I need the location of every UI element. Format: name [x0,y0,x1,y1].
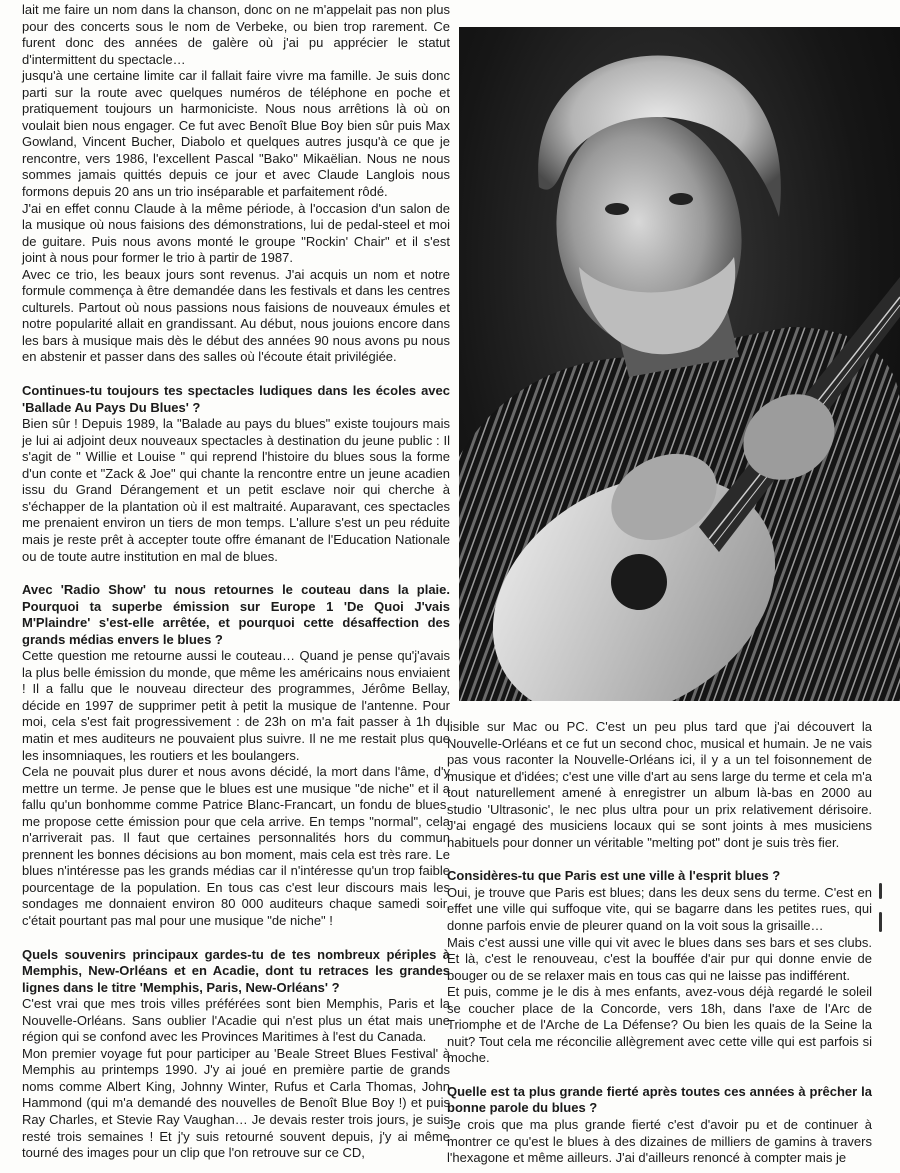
scan-mark [879,883,882,899]
scan-mark [879,912,882,932]
paragraph: Bien sûr ! Depuis 1989, la "Balade au pays du blues" existe toujours mais je lui ai adjoint deux nouveaux spectacles à destination du jeune public : Il s'agit de " Willie et Louise " qui reprend l'histoire du blues sous la forme d'un conte et "Zack & Joe" qui chante la rencontre entre un jeune acadien issu du Grand Dérangement et un petit esclave noir qui cherche à s'échapper de la plantation où il est maltraité. Auparavant, ces spectacles me prenaient environ un tiers de mon temps. L'allure s'est un peu réduite mais je reste prêt à accepter toute offre émanant de l'Education Nationale ou de toute autre institution en mal de blues. [22,416,450,564]
paragraph: Mais c'est aussi une ville qui vit avec le blues dans ses bars et ses clubs. Et là, c'est le renouveau, c'est la bouffée d'air pur qui donne envie de bouger ou de se relaxer mais en tous cas qui ne laisse pas indifférent. [447,934,872,983]
paragraph: Mon premier voyage fut pour participer au 'Beale Street Blues Festival' à Memphis au printemps 1990. J'y ai joué en première partie de grands noms comme Albert King, Johnny Winter, Rufus et Carla Thomas, John Hammond (qui m'a demandé des nouvelles de Benoît Blue Boy !) et puis Ray Charles, et Stevie Ray Vaughan… Je devais rester trois jours, je suis resté trois semaines ! Et j'y suis retourné souvent depuis, j'y ai même tourné des images pour un clip que l'on retrouve sur ce CD, [22,1045,450,1161]
interview-question: Continues-tu toujours tes spectacles ludiques dans les écoles avec 'Ballade Au Pays Du Blues' ? [22,383,450,415]
paragraph: J'ai en effet connu Claude à la même période, à l'occasion d'un salon de la musique où nous faisions des démonstrations, lui de pedal-steel et moi de guitare. Puis nous avons monté le groupe "Rockin' Chair" et il s'est joint à nous pour former le trio à partir de 1987. [22,200,450,266]
interview-question: Avec 'Radio Show' tu nous retournes le couteau dans la plaie. Pourquoi ta superbe émission sur Europe 1 'De Quoi J'vais M'Plaindre' s'est-elle arrêtée, et pourquoi cette désaffection des grands médias envers le blues ? [22,582,450,647]
portrait-illustration [459,27,900,701]
paragraph: jusqu'à une certaine limite car il fallait faire vivre ma famille. Je suis donc parti sur la route avec quelques numéros de téléphone en poche et pratiquement toujours un harmoniciste. Nous nous arrêtions là où on voulait bien nous engager. Ce fut avec Benoît Blue Boy bien sûr puis Max Gowland, Vincent Bucher, Diabolo et quelques autres jusqu'à ce que je rencontre, vers 1986, l'excellent Pascal "Bako" Mikaëlian. Nous ne nous sommes jamais quittés depuis ce jour et avec Claude Langlois nous formons depuis 20 ans un trio inséparable et parfaitement rôdé. [22,68,450,200]
interview-question: Quelle est ta plus grande fierté après toutes ces années à prêcher la bonne parole du blues ? [447,1083,872,1116]
interview-question: Quels souvenirs principaux gardes-tu de tes nombreux périples à Memphis, New-Orléans et en Acadie, dont tu retraces les grandes lignes dans le titre 'Memphis, Paris, New-Orléans' ? [22,946,450,995]
paragraph: Oui, je trouve que Paris est blues; dans les deux sens du terme. C'est en effet une ville qui suffoque vite, qui se bagarre dans les petites rues, qui donne parfois envie de pleurer quand on la voit sous la grisaille… [447,884,872,934]
right-text-column [447,719,872,1167]
paragraph: lisible sur Mac ou PC. C'est un peu plus tard que j'ai découvert la Nouvelle-Orléans et ce fut un second choc, musical et humain. Je ne vais pas vous raconter la Nouvelle-Orléans ici, il y a un tel foisonnement de musique et d'idées; c'est une ville d'art au sens large du terme et cela m'a tout naturellement amené à enregistrer un album là-bas en 2000 au studio 'Ultrasonic', le nec plus ultra pour un prix relativement dérisoire. J'ai engagé des musiciens locaux qui se sont joints à mes musiciens habituels pour donner un véritable "melting pot" dont je suis très fier. [447,719,872,850]
guitarist-portrait-photo [459,27,900,701]
paragraph: Cela ne pouvait plus durer et nous avons décidé, la mort dans l'âme, d'y mettre un terme. Je pense que le blues est une musique "de niche" et il a fallu qu'un bonhomme comme Patrice Blanc-Francart, un fondu de blues, me propose cette émission pour que cela arrive. En temps "normal", cela n'arriverait pas. Il faut que certaines personnalités hors du commun prennent les bonnes décisions au bon moment, mais cela est très rare. Le blues n'intéresse pas les grands médias car il n'intéresse qu'un trop faible pourcentage de la population. En tous cas c'est leur discours mais les sondages me donnaient environ 80 000 auditeurs chaque samedi soir, c'était pourtant pas mal pour une musique "de niche" ! [22,764,450,928]
paragraph: Avec ce trio, les beaux jours sont revenus. J'ai acquis un nom et notre formule commença à être demandée dans les festivals et dans les centres culturels. Partout où nous passions nous faisions de nouveaux émules et notre popularité allait en grandissant. Au début, nous jouions encore dans les bars à musique mais dès le début des années 90 nous avons pu nous en abstenir et passer dans des salles où l'écoute était privilégiée. [22,266,450,365]
interview-question: Considères-tu que Paris est une ville à l'esprit blues ? [447,868,781,884]
paragraph: Je crois que ma plus grande fierté c'est d'avoir pu et de continuer à montrer ce qu'est le blues à des dizaines de milliers de gamins à travers l'hexagone et même ailleurs. J'ai d'ailleurs renoncé à compter mais je [447,1117,872,1166]
paragraph: Et puis, comme je le dis à mes enfants, avez-vous déjà regardé le soleil se coucher place de la Concorde, vers 18h, dans l'axe de l'Arc de Triomphe et de l'Arche de La Défense? Ou bien les quais de la Seine la nuit? Tout cela me réconcilie allègrement avec cette ville qui est parfois si moche. [447,984,872,1066]
paragraph: C'est vrai que mes trois villes préférées sont bien Memphis, Paris et la Nouvelle-Orléans. Sans oublier l'Acadie qui n'est plus un état mais une région qui se confond avec les Provinces Maritimes à l'est du Canada. [22,996,450,1045]
left-text-column [22,2,450,1162]
paragraph: Cette question me retourne aussi le couteau… Quand je pense qu'j'avais la plus belle émission du monde, que même les américains nous enviaient ! Il a fallu que le nouveau directeur des programmes, Jérôme Bellay, décide en 1997 de supprimer petit à petit la musique de l'antenne. Pour moi, cela s'est fait progressivement : de 23h on m'a fait passer à 1h du matin et mes auditeurs ne pouvaient plus suivre. Il ne me restait plus que les insomniaques, les routiers et les boulangers. [22,648,450,763]
paragraph: lait me faire un nom dans la chanson, donc on ne m'appelait pas non plus pour des concerts sous le nom de Verbeke, ou bien trop rarement. Ce furent donc des années de galère où j'ai pu apprécier le statut d'intermittent du spectacle… [22,2,450,67]
